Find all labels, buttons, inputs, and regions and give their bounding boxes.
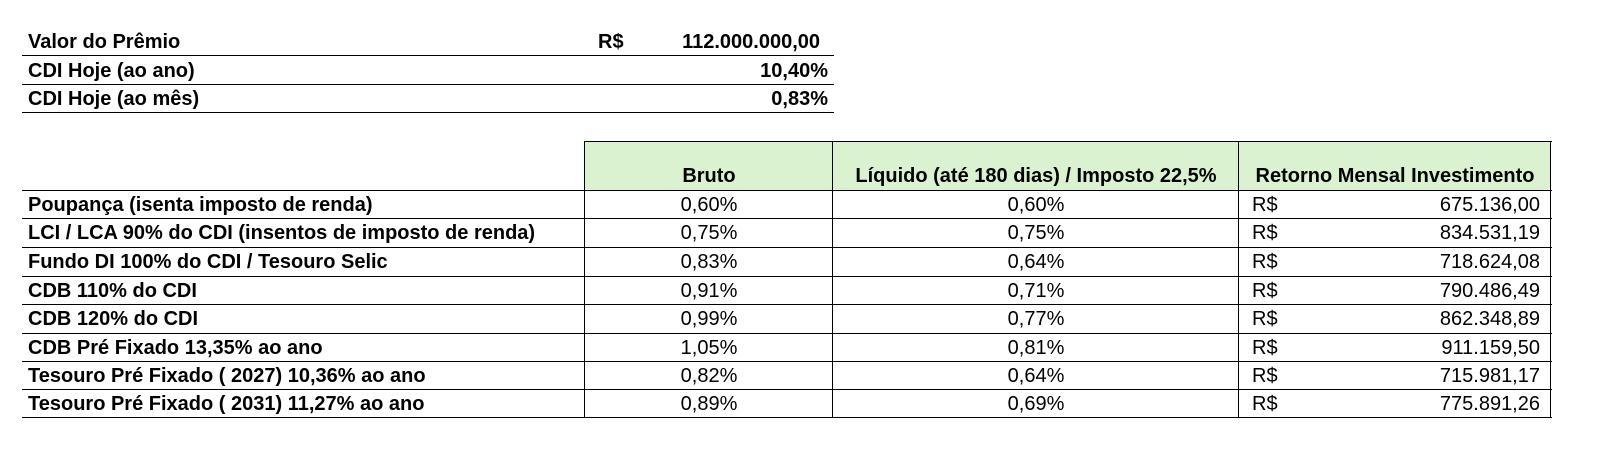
row-currency: R$	[1252, 308, 1278, 330]
header-retorno: Retorno Mensal Investimento	[1239, 142, 1551, 190]
row-liquido: 0,60%	[1007, 194, 1065, 216]
row-name: CDB Pré Fixado 13,35% ao ano	[28, 337, 323, 359]
header-top-border	[584, 141, 1552, 142]
row-currency: R$	[1252, 222, 1278, 244]
row-currency: R$	[1252, 365, 1278, 387]
row-currency: R$	[1252, 251, 1278, 273]
grid-line	[1550, 141, 1551, 418]
premio-value: 112.000.000,00	[682, 31, 820, 53]
premio-label: Valor do Prêmio	[28, 31, 181, 53]
row-name: Tesouro Pré Fixado ( 2027) 10,36% ao ano	[28, 365, 426, 387]
header-bruto: Bruto	[585, 142, 833, 190]
row-bruto: 0,83%	[680, 251, 738, 273]
row-liquido: 0,71%	[1007, 280, 1065, 302]
row-currency: R$	[1252, 337, 1278, 359]
table-bottom-border	[22, 417, 1552, 418]
row-name: CDB 120% do CDI	[28, 308, 199, 330]
cdi-mes-value: 0,83%	[771, 88, 828, 110]
row-bruto: 0,82%	[680, 365, 738, 387]
row-retorno: 675.136,00	[1439, 194, 1540, 216]
row-liquido: 0,75%	[1007, 222, 1065, 244]
row-bruto: 0,91%	[680, 280, 738, 302]
row-name: LCI / LCA 90% do CDI (insentos de imposto de renda)	[28, 222, 536, 244]
summary-divider	[22, 55, 834, 56]
row-bruto: 0,99%	[680, 308, 738, 330]
row-currency: R$	[1252, 280, 1278, 302]
header-liquido: Líquido (até 180 dias) / Imposto 22,5%	[833, 142, 1239, 190]
row-liquido: 0,64%	[1007, 365, 1065, 387]
row-liquido: 0,77%	[1007, 308, 1065, 330]
row-currency: R$	[1252, 393, 1278, 415]
cdi-ano-label: CDI Hoje (ao ano)	[28, 60, 195, 82]
row-bruto: 0,89%	[680, 393, 738, 415]
row-name: Fundo DI 100% do CDI / Tesouro Selic	[28, 251, 388, 273]
row-bruto: 1,05%	[680, 337, 738, 359]
row-retorno: 775.891,26	[1439, 393, 1540, 415]
row-retorno: 718.624,08	[1439, 251, 1540, 273]
cdi-mes-label: CDI Hoje (ao mês)	[28, 88, 200, 110]
row-retorno: 862.348,89	[1439, 308, 1540, 330]
row-name: Poupança (isenta imposto de renda)	[28, 194, 373, 216]
row-name: CDB 110% do CDI	[28, 280, 197, 302]
row-liquido: 0,64%	[1007, 251, 1065, 273]
row-retorno: 715.981,17	[1439, 365, 1540, 387]
premio-currency: R$	[598, 31, 624, 53]
row-name: Tesouro Pré Fixado ( 2031) 11,27% ao ano	[28, 393, 425, 415]
row-currency: R$	[1252, 194, 1278, 216]
row-bruto: 0,60%	[680, 194, 738, 216]
row-retorno: 911.159,50	[1441, 337, 1540, 359]
row-liquido: 0,69%	[1007, 393, 1065, 415]
row-bruto: 0,75%	[680, 222, 738, 244]
row-retorno: 834.531,19	[1439, 222, 1540, 244]
summary-divider	[22, 112, 834, 113]
row-retorno: 790.486,49	[1439, 280, 1540, 302]
cdi-ano-value: 10,40%	[760, 60, 828, 82]
row-liquido: 0,81%	[1007, 337, 1065, 359]
